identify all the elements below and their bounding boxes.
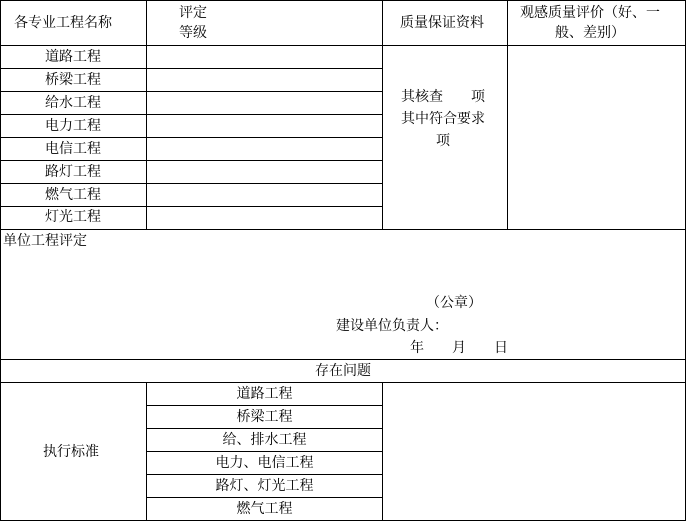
row-divider [0,206,383,207]
docs-compliant-unit: 项 [436,133,450,149]
section-divider [0,229,686,230]
row-divider [0,68,383,69]
row-divider [146,405,383,406]
official-seal-label: （公章） [426,295,482,311]
row-divider [146,497,383,498]
header-divider [0,45,686,46]
row-divider [0,114,383,115]
header-specialty-name: 各专业工程名称 [14,15,112,31]
standards-label: 执行标准 [43,444,99,460]
header-visual-quality-line1: 观感质量评价（好、一 [520,5,660,21]
standard-item: 道路工程 [236,386,293,402]
issues-label: 存在问题 [315,363,371,379]
unit-assessment-label: 单位工程评定 [3,233,87,249]
specialty-item: 电力工程 [45,118,101,134]
specialty-item: 给水工程 [45,95,101,111]
row-divider [0,160,383,161]
specialty-item: 路灯工程 [45,164,101,180]
standard-item: 电力、电信工程 [215,455,314,471]
column-divider [146,0,147,230]
header-rating-line2: 等级 [179,25,207,41]
row-divider [0,91,383,92]
row-divider [0,137,383,138]
section-divider [0,359,686,360]
docs-compliant-count: 其中符合要求 [401,111,485,127]
standard-item: 桥梁工程 [236,409,293,425]
header-visual-quality-line2: 般、差别） [555,25,625,41]
specialty-item: 灯光工程 [45,209,101,225]
row-divider [0,183,383,184]
row-divider [146,451,383,452]
row-divider [146,474,383,475]
header-quality-docs: 质量保证资料 [400,15,484,31]
specialty-item: 道路工程 [45,49,101,65]
responsible-person-label: 建设单位负责人： [336,318,448,334]
standard-item: 路灯、灯光工程 [215,478,314,494]
row-divider [146,428,383,429]
specialty-item: 桥梁工程 [45,72,101,88]
standard-item: 给、排水工程 [222,432,307,448]
specialty-item: 燃气工程 [45,187,101,203]
specialty-item: 电信工程 [45,141,101,157]
docs-checked-count: 其核查 项 [401,89,485,105]
section-divider [0,382,686,383]
standard-item: 燃气工程 [236,501,293,517]
column-divider [507,0,508,230]
date-label: 年 月 日 [410,340,508,356]
header-rating-line1: 评定 [179,5,207,21]
column-divider [382,0,383,230]
border-top [0,0,686,1]
